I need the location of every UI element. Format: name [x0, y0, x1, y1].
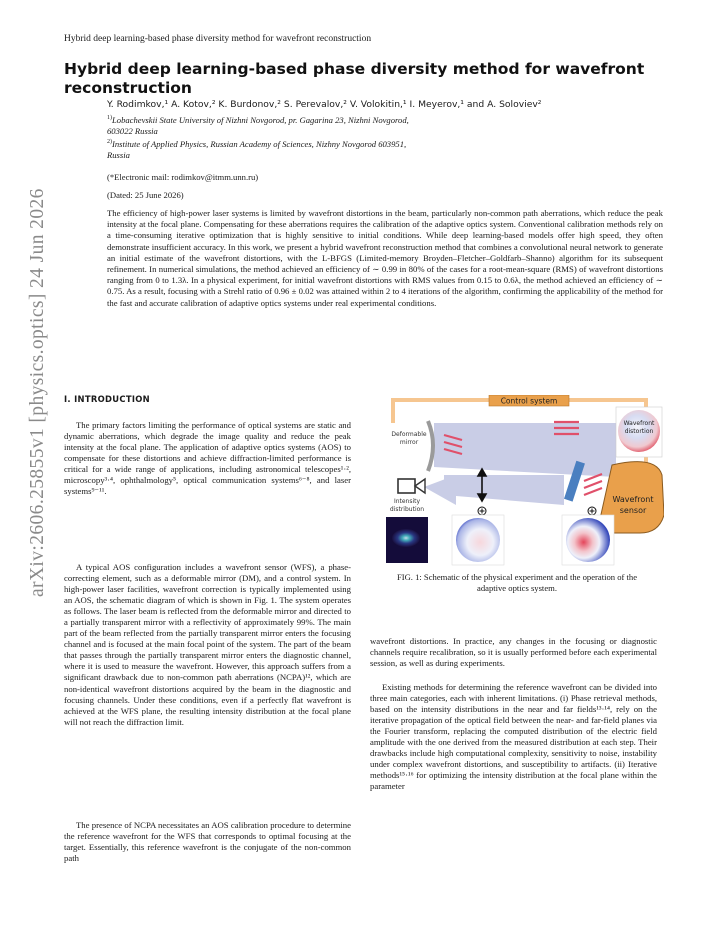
sensor-arrows [584, 474, 602, 495]
intro-paragraph-2: A typical AOS configuration includes a wavefront sensor (WFS), a phase-correcting element, such as a deformable mirror (DM), and a control system. In high-power laser facilities, wavefront correction is typically implemented using an AOS, the schematic diagram of which is shown in Fig. 1. The system operates as follows. The laser beam is reflected from the deformable mirror and directed to a partially transparent mirror with a reflectivity of approximately 99%. The main part of the beam reflected from the partially transparent mirror enters the focusing channel and is focused at the main focal point of the system. The part of the beam that passes through the partially transparent mirror enters the diagnostic channel, where it is used to measure the wavefront. However, this approach suffers from a significant drawback due to non-common path aberrations (NCPA)¹², which are non-identical wavefront distortions acquired by the beam in the diagnostic and focusing channels. Under these conditions, even if a perfectly flat wavefront is achieved at the WFS plane, the resulting intensity distribution at the focal plane will not reach the diffraction limit. [64, 562, 351, 727]
wavefront-distortion-label-2: distortion [624, 428, 654, 435]
deformable-mirror-label-1: Deformable [391, 431, 427, 438]
wavefront-distortion-label-1: Wavefront [623, 420, 655, 427]
phase-map-right [566, 518, 610, 562]
figure-1-caption: FIG. 1: Schematic of the physical experiment and the operation of the adaptive optics system. [396, 572, 638, 593]
wavefront-sensor-label-2: sensor [619, 506, 647, 515]
figure-1-schematic [384, 395, 664, 567]
feedback-line-left [393, 400, 489, 423]
intensity-spot [392, 529, 420, 547]
focusing-cone [424, 475, 456, 505]
intro-paragraph-1: The primary factors limiting the performance of optical systems are static and dynamic aberrations, which degrade the image quality and reduce the peak intensity at the focal plane. The application of adaptive optics systems (AOS) to compensate for these distortions and achieve diffraction-limited performance is critical for a wide range of applications, including astronomical telescopes¹·², microscopy³·⁴, ophthalmology⁵, optical communication systems⁶⁻⁸, and laser systems⁹⁻¹¹. [64, 420, 351, 497]
affiliation-2-text: Institute of Applied Physics, Russian Academy of Sciences, Nizhny Novgorod 603951, [112, 138, 407, 149]
contact-email: (*Electronic mail: rodimkov@itmm.unn.ru) [107, 172, 259, 182]
intro-paragraph-3: The presence of NCPA necessitates an AOS calibration procedure to determine the reference wavefront for the WFS that corresponds to optimal focusing at the target. Essentially, this reference wavefront is the conjugate of the non-common path [64, 820, 351, 864]
plus-marker-right-icon [588, 507, 596, 515]
affiliation-2 [107, 137, 406, 161]
affiliation-1 [107, 113, 409, 137]
intensity-label-2: distribution [389, 506, 425, 513]
intro-paragraph-4: wavefront distortions. In practice, any changes in the focusing or diagnostic channels require recalibration, so it is usually performed before each experimental session, as well as during experiments. [370, 636, 657, 669]
paper-title [64, 60, 664, 98]
abstract: The efficiency of high-power laser systems is limited by wavefront distortions in the beam, particularly non-common path aberrations, which reduce the peak intensity at the focal plane. Compensating for these aberrations requires the calibration of the adaptive optics system. Conventional calibration methods rely on a time-consuming iterative optimization that is highly sensitive to initial conditions. While deep learning-based models offer high speed, they often demonstrate insufficient accuracy. In this work, we present a hybrid wavefront reconstruction method that combines a convolutional neural network to generate an initial estimate of the wavefront distortions, with the L-BFGS (Limited-memory Broyden–Fletcher–Goldfarb–Shanno) algorithm for its subsequent refinement. In numerical simulations, the method achieved an efficiency of ∼ 0.99 in 80% of the cases for a root-mean-square (RMS) of wavefront distortions ranging from 0 to 1.3λ. In a physical experiment, for initial wavefront distortions with RMS values from 0.15 to 0.6λ, the method achieved an efficiency of ∼ 0.75. As a result, focusing with a Strehl ratio of 0.96 ± 0.02 was attained within 2 to 4 iterations of the algorithm, confirming the applicability of the method for the fast and accurate calibration of adaptive optics systems under real experimental conditions. [107, 208, 663, 308]
control-system-label: Control system [500, 396, 558, 406]
affiliation-1-cont: 603022 Russia [107, 125, 158, 136]
deformable-mirror-label-2: mirror [399, 439, 419, 446]
phase-map-left [456, 518, 500, 562]
running-head: Hybrid deep learning-based phase diversity method for wavefront reconstruction [64, 34, 372, 44]
incoming-beam [434, 423, 616, 477]
plus-marker-left-icon [478, 507, 486, 515]
camera-icon [398, 479, 425, 493]
intro-paragraph-5: Existing methods for determining the reference wavefront can be divided into three main categories, each with inherent limitations. (i) Phase retrieval methods, based on the intensity distributions in the near and far fields¹³·¹⁴, rely on the iterative propagation of the optical field between the near- and far-field planes via the Fourier transform, replacing the computed distribution of the electric field amplitude with the one derived from the measured distribution at each step. Their drawbacks include high computational complexity, sensitivity to noise, instability under complex wavefront distortions, and susceptibility to artifacts. (ii) Iterative methods¹⁵·¹⁶ for optimizing the intensity distribution at the focal plane within the parameter [370, 682, 657, 792]
title-line-2: reconstruction [64, 79, 192, 97]
intensity-label-1: Intensity [393, 498, 421, 505]
affiliation-1-text: Lobachevskii State University of Nizhni Novgorod, pr. Gagarina 23, Nizhni Novgorod, [112, 114, 409, 125]
arxiv-identifier: arXiv:2606.25855v1 [physics.optics] 24 Jun 2026 [27, 188, 48, 597]
wavefront-sensor-label-1: Wavefront [612, 495, 654, 504]
affiliation-2-cont: Russia [107, 149, 130, 160]
author-list: Y. Rodimkov,¹ A. Kotov,² K. Burdonov,² S. Perevalov,² V. Volokitin,¹ I. Meyerov,¹ and A. Soloviev² [107, 99, 542, 110]
section-heading: I. INTRODUCTION [64, 394, 150, 404]
title-line-1: Hybrid deep learning-based phase diversity method for wavefront [64, 60, 645, 78]
affiliation-2-label: 2) [107, 139, 112, 145]
date-line: (Dated: 25 June 2026) [107, 190, 184, 200]
deformable-mirror [428, 421, 433, 471]
diagnostic-beam [444, 475, 564, 505]
affiliation-1-label: 1) [107, 115, 112, 121]
